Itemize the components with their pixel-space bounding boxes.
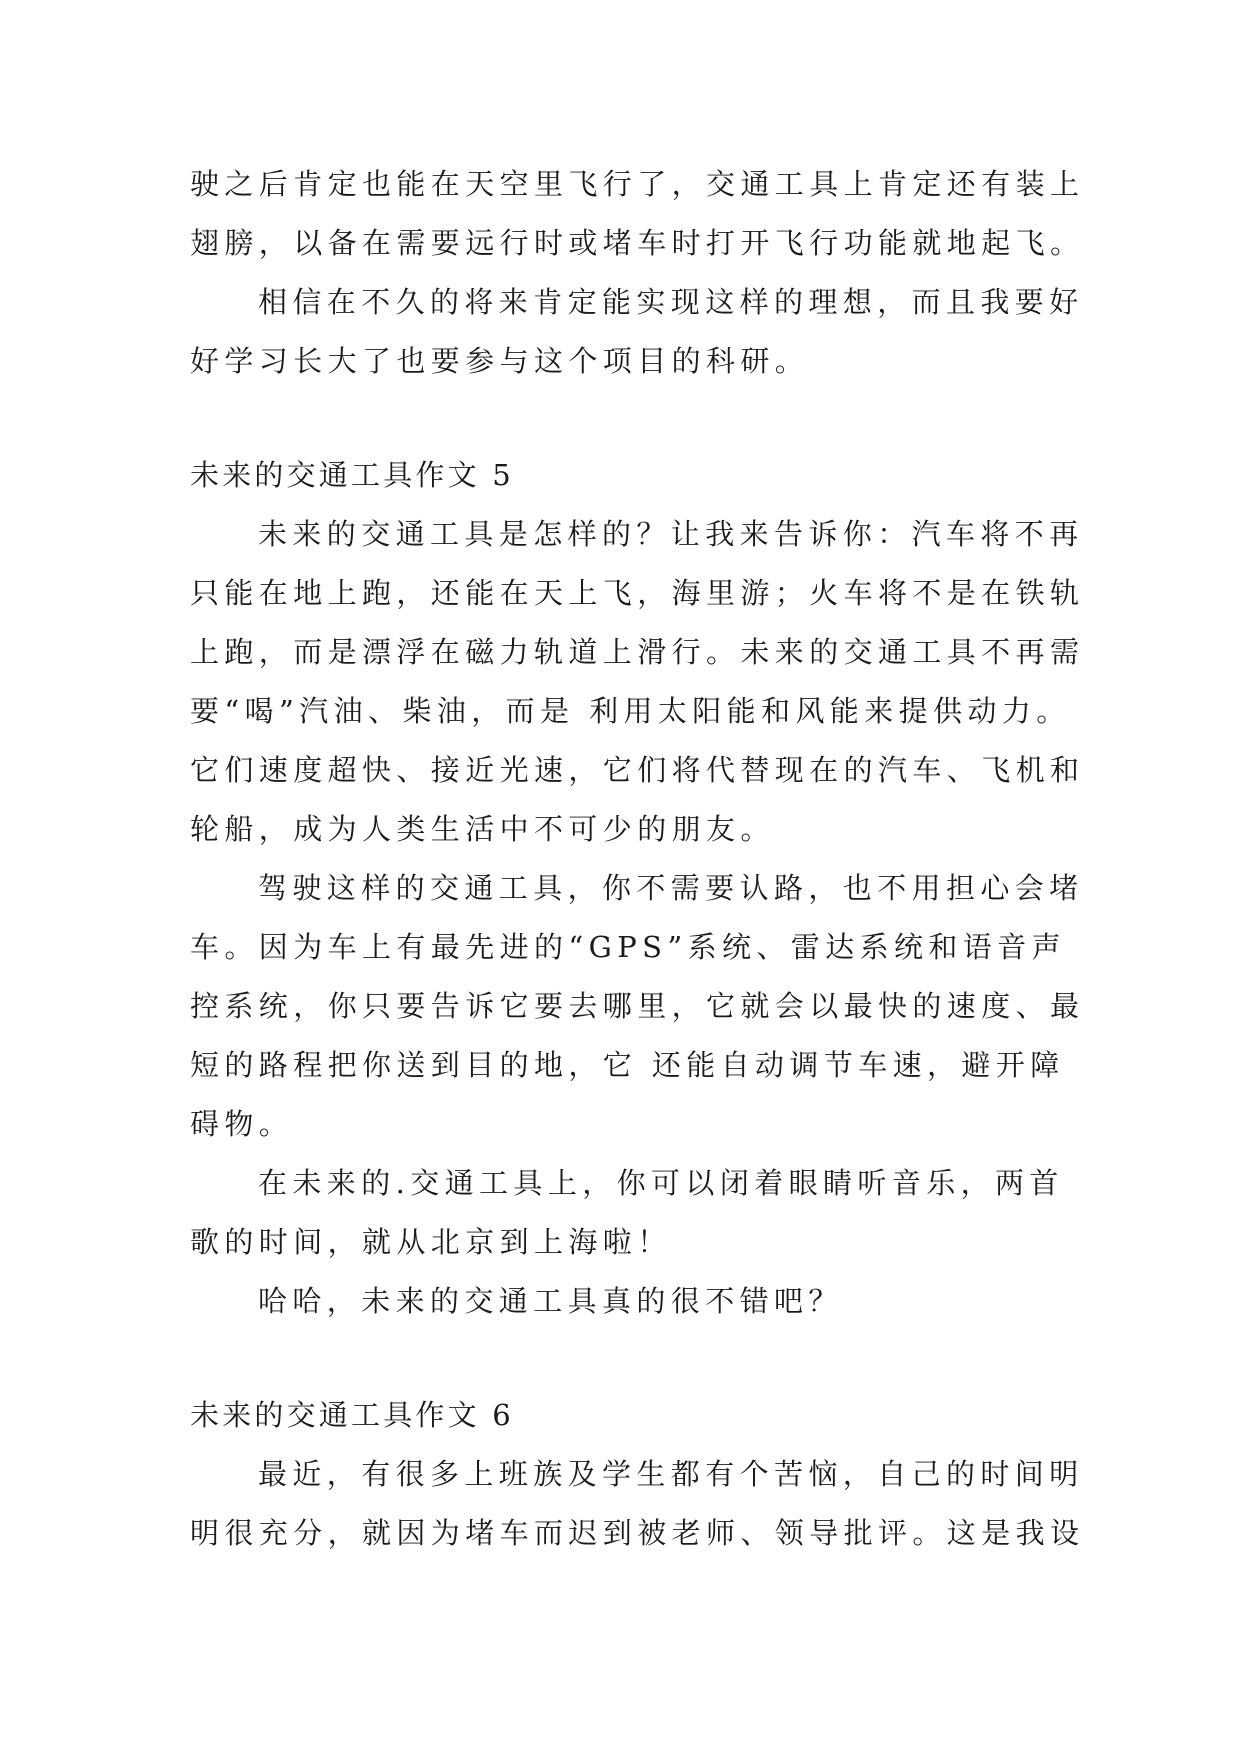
text-line: 短的路程把你送到目的地，它 还能自动调节车速，避开障	[190, 1048, 1065, 1082]
text-line: 只能在地上跑，还能在天上飞，海里游；火车将不是在铁轨	[190, 576, 1085, 610]
text-line: 驶之后肯定也能在天空里飞行了，交通工具上肯定还有装上	[190, 167, 1085, 201]
text-line: 歌的时间，就从北京到上海啦！	[190, 1225, 672, 1259]
section-heading: 未来的交通工具作文 6	[190, 1398, 514, 1432]
paragraph-start: 相信在不久的将来肯定能实现这样的理想，而且我要好	[258, 285, 1084, 319]
text-line: 轮船，成为人类生活中不可少的朋友。	[190, 812, 775, 846]
text-line: 控系统，你只要告诉它要去哪里，它就会以最快的速度、最	[190, 989, 1085, 1023]
paragraph-start: 最近，有很多上班族及学生都有个苦恼，自己的时间明	[258, 1457, 1084, 1491]
text-line: 要“喝”汽油、柴油，而是 利用太阳能和风能来提供动力。	[190, 694, 1071, 728]
text-line: 碍物。	[190, 1107, 294, 1141]
paragraph-start: 未来的交通工具是怎样的？让我来告诉你：汽车将不再	[258, 517, 1084, 551]
text-line: 上跑，而是漂浮在磁力轨道上滑行。未来的交通工具不再需	[190, 635, 1085, 669]
text-line: 好学习长大了也要参与这个项目的科研。	[190, 344, 810, 378]
section-heading: 未来的交通工具作文 5	[190, 458, 514, 492]
paragraph-start: 驾驶这样的交通工具，你不需要认路，也不用担心会堵	[258, 871, 1084, 905]
text-line: 它们速度超快、接近光速，它们将代替现在的汽车、飞机和	[190, 753, 1085, 787]
text-line: 翅膀，以备在需要远行时或堵车时打开飞行功能就地起飞。	[190, 226, 1085, 260]
paragraph-start: 在未来的.交通工具上，你可以闭着眼睛听音乐，两首	[258, 1166, 1064, 1200]
paragraph-start: 哈哈，未来的交通工具真的很不错吧？	[258, 1284, 843, 1318]
text-line: 明很充分，就因为堵车而迟到被老师、领导批评。这是我设	[190, 1516, 1085, 1550]
text-line: 车。因为车上有最先进的“GPS”系统、雷达系统和语音声	[190, 930, 1066, 964]
